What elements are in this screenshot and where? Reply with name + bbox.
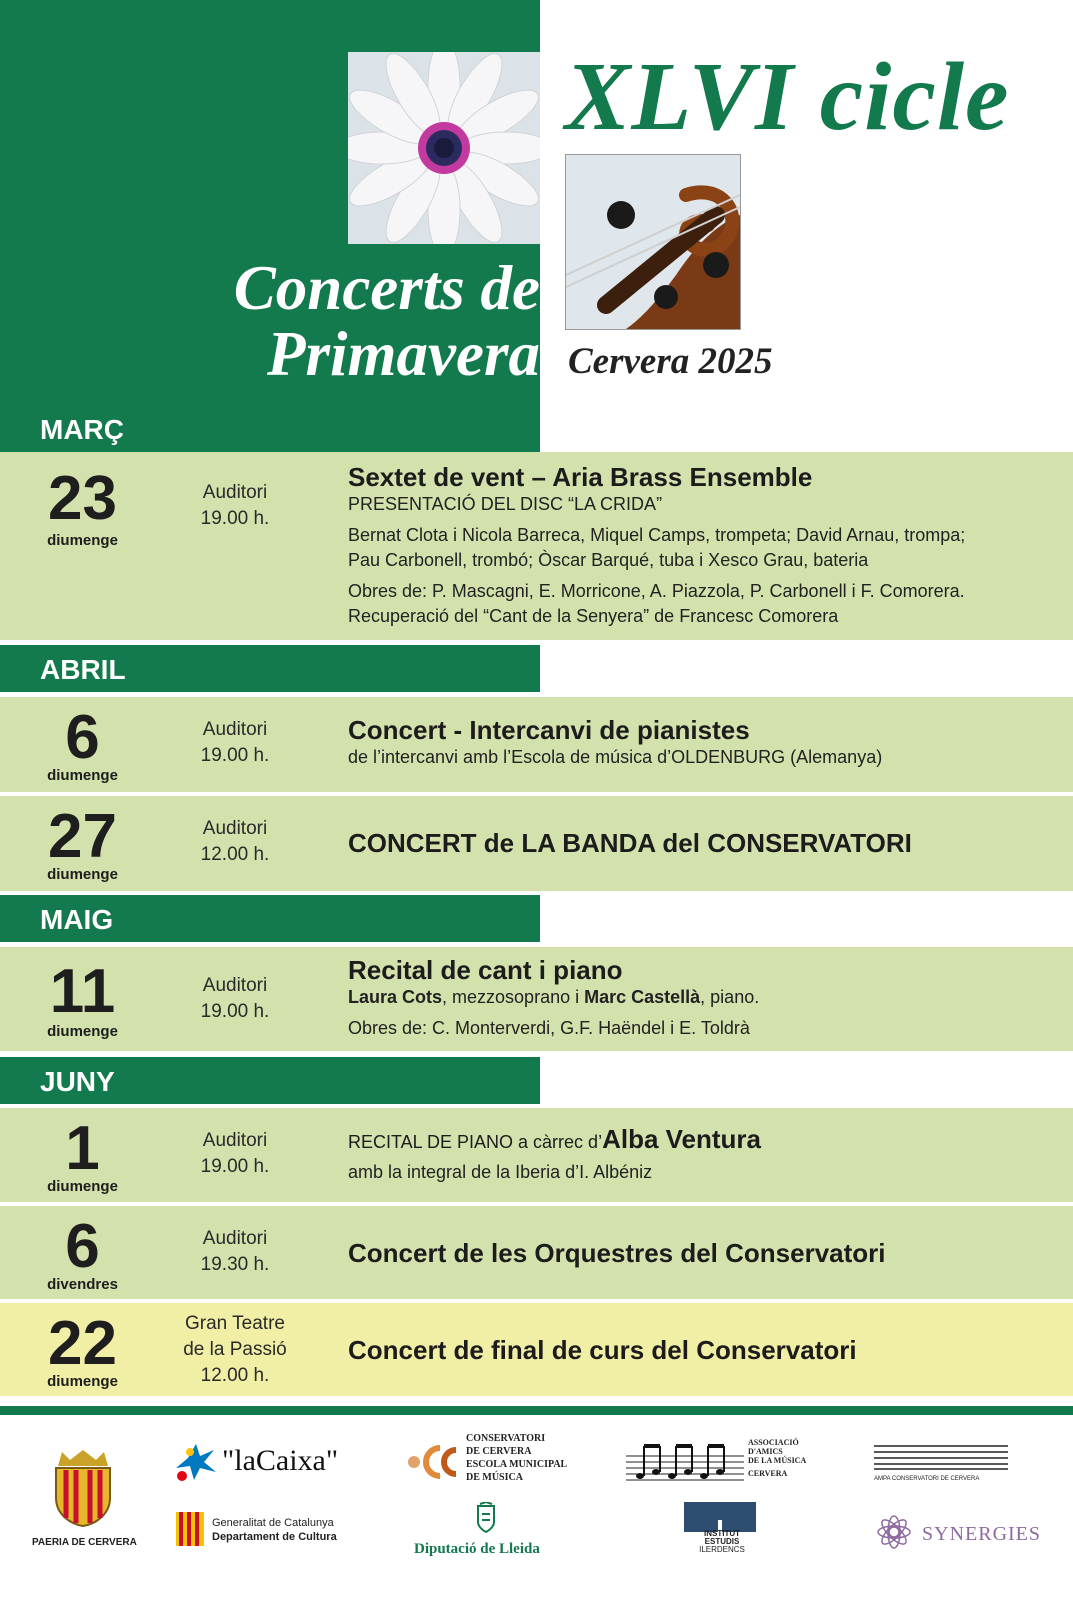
gencat-label-1: Generalitat de Catalunya [212, 1517, 334, 1529]
event-description [348, 715, 1051, 770]
cycle-title: XLVI cicle [565, 43, 1010, 151]
event-venue [165, 973, 305, 1025]
synergies-flower-icon [872, 1510, 916, 1559]
month-label: ABRIL [40, 654, 126, 685]
event-weekday: diumenge [47, 1178, 118, 1195]
conservatori-line-2: DE CERVERA [466, 1446, 532, 1457]
event-day: 1 [65, 1114, 100, 1183]
footer-bar [0, 1406, 1073, 1415]
iei-line-3: ILERDENCS [699, 1545, 745, 1554]
conservatori-line-1: CONSERVATORI [466, 1433, 546, 1444]
conservatori-line-3: ESCOLA MUNICIPAL [466, 1459, 568, 1470]
month-bar-april [0, 645, 540, 692]
event-description [348, 1124, 1051, 1185]
event-title-prefix: RECITAL DE PIANO a càrrec d’ [348, 1132, 603, 1152]
event-performers [348, 985, 1051, 1010]
series-title-line2: Primavera [267, 319, 540, 389]
paeria-shield-icon [48, 1448, 118, 1533]
month-label: MAIG [40, 904, 114, 935]
event-description [348, 462, 1051, 629]
event-row [0, 452, 1073, 640]
event-title: Concert de final de curs del Conservatori [348, 1335, 857, 1365]
lacaixa-star-icon [172, 1442, 220, 1487]
violin-image [565, 154, 741, 330]
amics-line-2: D'AMICS [748, 1447, 783, 1456]
event-row [0, 1303, 1073, 1396]
event-title: CONCERT de LA BANDA del CONSERVATORI [348, 828, 912, 858]
event-note: Recuperació del “Cant de la Senyera” de Francesc Comorera [348, 606, 839, 626]
event-description [348, 1238, 1051, 1268]
conservatori-line-4: DE MÚSICA [466, 1472, 523, 1483]
event-day: 6 [65, 703, 100, 772]
event-row [0, 1108, 1073, 1202]
venue-time: 12.00 h. [200, 1365, 270, 1386]
event-works: Obres de: C. Monterverdi, G.F. Haëndel i E. Toldrà [348, 1018, 750, 1038]
event-title: Recital de cant i piano [348, 955, 623, 985]
event-day: 6 [65, 1212, 100, 1281]
series-title [234, 255, 540, 387]
event-description [348, 828, 1051, 858]
event-venue [165, 1128, 305, 1180]
event-weekday: diumenge [47, 767, 118, 784]
flower-image [348, 52, 540, 244]
synergies-label: SYNERGIES [922, 1523, 1042, 1545]
event-row [0, 1206, 1073, 1299]
event-title [348, 1124, 1051, 1157]
event-subtitle: PRESENTACIÓ DEL DISC “LA CRIDA” [348, 494, 663, 514]
sponsor-logos [0, 1420, 1073, 1600]
month-bar-may [0, 895, 540, 942]
event-day: 23 [48, 464, 117, 533]
event-weekday: diumenge [47, 866, 118, 883]
venue-name: Auditori [202, 1130, 268, 1151]
event-detail: de l’intercanvi amb l’Escola de música d’OLDENBURG (Alemanya) [348, 747, 883, 767]
venue-name: Auditori [202, 818, 268, 839]
venue-name-2: de la Passió [183, 1339, 287, 1360]
ampa-lines-icon [874, 1444, 1008, 1475]
iei-line-2: ESTUDIS [704, 1537, 740, 1546]
venue-name: Auditori [202, 975, 268, 996]
amics-label [748, 1438, 806, 1478]
event-row [0, 796, 1073, 891]
event-description [348, 1335, 1051, 1365]
venue-name: Auditori [202, 1228, 268, 1249]
city-year: Cervera 2025 [568, 341, 773, 382]
singer-role: , mezzosoprano i [442, 987, 585, 1007]
pianist-role: , piano. [700, 987, 760, 1007]
lacaixa-label: "laCaixa" [222, 1444, 339, 1477]
diputacio-label: Diputació de Lleida [414, 1541, 540, 1557]
gencat-flag-icon [176, 1512, 204, 1551]
amics-line-3: DE LA MÚSICA [748, 1456, 807, 1465]
event-day: 11 [49, 957, 116, 1026]
event-day: 27 [48, 802, 117, 871]
venue-name: Gran Teatre [185, 1313, 285, 1334]
diputacio-shield-icon [474, 1502, 498, 1539]
performer-name: Alba Ventura [602, 1124, 762, 1154]
venue-time: 19.00 h. [200, 1001, 270, 1022]
venue-time: 19.00 h. [200, 1156, 270, 1177]
event-works: Obres de: P. Mascagni, E. Morricone, A. Piazzola, P. Carbonell i F. Comorera. [348, 581, 965, 601]
event-detail: amb la integral de la Iberia d’I. Albéniz [348, 1162, 653, 1182]
month-label: MARÇ [40, 414, 124, 445]
venue-time: 19.00 h. [200, 745, 270, 766]
venue-time: 19.30 h. [200, 1254, 270, 1275]
event-row [0, 947, 1073, 1051]
iei-line-1: INSTITUT [704, 1529, 740, 1538]
event-performers-1: Bernat Clota i Nicola Barreca, Miquel Camps, trompeta; David Arnau, trompa; [348, 525, 966, 545]
event-weekday: divendres [47, 1276, 118, 1293]
event-venue [165, 1311, 305, 1389]
conservatori-logo-icon [404, 1444, 460, 1485]
event-performers-2: Pau Carbonell, trombó; Òscar Barqué, tuba i Xesco Grau, bateria [348, 550, 869, 570]
venue-time: 12.00 h. [200, 844, 270, 865]
music-notes-icon [626, 1442, 744, 1487]
amics-line-1: ASSOCIACIÓ [748, 1438, 799, 1447]
event-weekday: diumenge [47, 532, 118, 549]
gencat-label-2: Departament de Cultura [212, 1531, 337, 1543]
event-description [348, 955, 1051, 1041]
event-day: 22 [48, 1309, 117, 1378]
month-bar-march [0, 405, 540, 452]
pianist-name: Marc Castellà [584, 987, 701, 1007]
iei-label [694, 1530, 750, 1554]
event-weekday: diumenge [47, 1373, 118, 1390]
ampa-label: AMPA CONSERVATORI DE CERVERA [874, 1476, 980, 1482]
venue-name: Auditori [202, 719, 268, 740]
month-label: JUNY [40, 1066, 115, 1097]
venue-time: 19.00 h. [200, 508, 270, 529]
event-title: Concert - Intercanvi de pianistes [348, 715, 750, 745]
event-venue [165, 1226, 305, 1278]
conservatori-label [466, 1432, 567, 1484]
event-venue [165, 480, 305, 532]
event-venue [165, 717, 305, 769]
event-weekday: diumenge [47, 1023, 118, 1040]
event-title: Concert de les Orquestres del Conservatori [348, 1238, 886, 1268]
event-title: Sextet de vent – Aria Brass Ensemble [348, 462, 813, 492]
venue-name: Auditori [202, 482, 268, 503]
paeria-label: PAERIA DE CERVERA [32, 1537, 137, 1548]
event-row [0, 697, 1073, 792]
month-bar-june [0, 1057, 540, 1104]
series-title-line1: Concerts de [233, 253, 540, 323]
singer-name: Laura Cots [348, 987, 443, 1007]
amics-line-4: CERVERA [748, 1469, 788, 1478]
event-venue [165, 816, 305, 868]
